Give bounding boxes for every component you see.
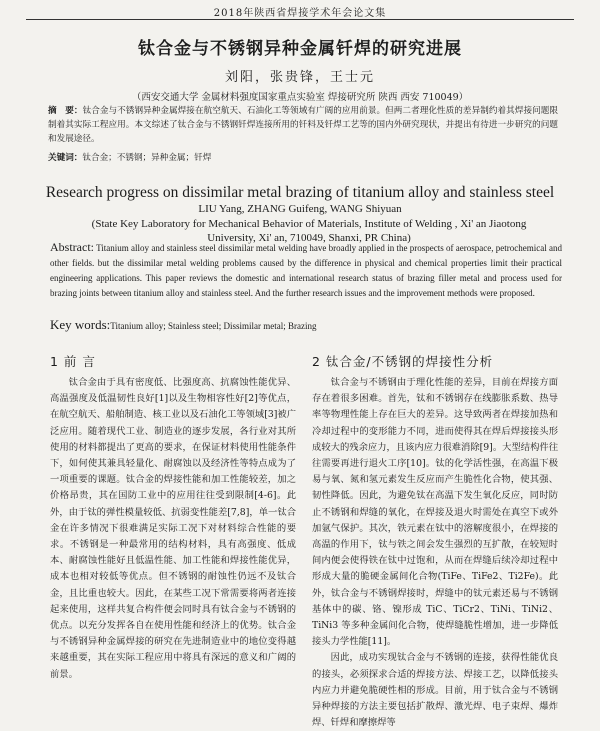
english-affiliation: (State Key Laboratory for Mechanical Behavior of Materials, Institute of Welding , Xi' an Jiaotong University, Xi' an, 710049, Shanxi, PR China) [91,218,527,244]
chinese-abstract-text: 钛合金与不锈钢异种金属焊接在航空航天、石油化工等领域有广阔的应用前景。但两二者理化性质的差异制约着其焊接问题限制着其实际工程应用。本文综述了钛合金与不锈钢钎焊连接所用的钎料及钎焊工艺等的国内外研究现状，并提出有待进一步研究的问题和发展途径。 [48,106,558,144]
body-paragraph: 钛合金由于具有密度低、比强度高、抗腐蚀性能优异、高温强度及低温韧性良好[1]以及生物相容性好[2]等优点，在航空航天、船舶制造、核工业以及石油化工等领域[3]被广泛应用。随着现代工业、制造业的逐步发展，各行业对其所使用的材料都提出了更高的要求，在保证材料使用性能条件下，如何使其兼具轻量化、耐腐蚀以及经济性等特点成为了一项重要的课题。钛合金的焊接性能和加工性能较差，加之价格昂贵，其在国防工业中的应用往往受到限制[4-6]。此外，由于钛的弹性模量较低、抗弱变性能差[7,8]，单一钛合金在许多情况下很难满足实际工况下对材料综合性能的要求。不锈钢是一种最常用的结构材料，具有高强度、低成本、耐腐蚀性能好且低温性能、加工性能和焊接性能优异，成本也相对较低等优点。但不锈钢的耐蚀性仍远不及钛合金，且比重也较大。因此，在某些工况下常需要将两者连接起来使用，这样共复合构件便会同时具有钛合金与不锈钢的优点。以充分发挥各自在使用性能和经济上的优势。钛合金与不锈钢异种金属焊接的研究在先进制造业中的地位变得越来越重要，其在实际工程应用中将具有深远的意义和广阔的前景。 [50,377,296,680]
english-abstract-text: Titanium alloy and stainless steel dissimilar metal welding have broadly applied in the prospects of aerospace, petrochemical and other fields. but the dissimilar metal welding problems caused by the difference in physical and chemical properties limit their practical engineering applications. This paper reviews the domestic and international research status of brazing filler metal and process used for brazing joints between titanium alloy and stainless steel. And the further research issues and the improvement methods were proposed. [50,243,562,298]
body-paragraph: 钛合金与不锈钢由于理化性能的差异，目前在焊接方面存在着很多困难。首先，钛和不锈钢存在线膨胀系数、热导率等物理性能上存在巨大的差异。这导致两者在焊接加热和冷却过程中的变形能力不同，进而使得其在焊后焊接接头形成较大的残余应力，且该内应力很难消除[9]。大型结构件往往需要再进行退火工序[10]。钛的化学活性强，在高温下极易与氧、氮和氢元素发生反应而产生脆性化合物，使其强、韧性降低。因此，为避免钛在高温下发生氧化反应，同时防止不锈钢和焊缝的氧化，在焊接及退火时需处在真空下或外加氩气保护。其次，铁元素在钛中的溶解度很小，在焊接的高温的作用下，钛与铁之间会发生强烈的互扩散，在较短时间内便会使得铁在钛中过饱和，从而在焊缝后续冷却过程中形成大量的脆硬金属间化合物(TiFe、TiFe2、Ti2Fe)。此外，钛合金与不锈钢焊接时，焊缝中的钛元素还易与不锈钢基体中的碳、铬、镍形成 TiC、TiCr2、TiNi、TiNi2、TiNi3 等多种金属间化合物，使焊缝脆性增加，进一步降低接头力学性能[11]。 [312,377,558,648]
header-rule [26,19,574,20]
english-keywords-label: Key words: [50,317,111,332]
left-column [50,375,296,683]
chinese-keywords-text: 钛合金；不锈钢；异种金属；钎焊 [82,153,212,163]
right-column [312,375,558,731]
chinese-keywords [48,151,558,163]
english-authors: LIU Yang, ZHANG Guifeng, WANG Shiyuan [198,203,402,215]
chinese-title: 钛合金与不锈钢异种金属钎焊的研究进展 [138,39,462,59]
english-title: Research progress on dissimilar metal brazing of titanium alloy and stainless steel [45,184,555,201]
english-abstract [50,240,562,301]
chinese-authors: 刘阳，张贵锋，王士元 [224,70,375,85]
section-heading-weldability: 2 钛合金/不锈钢的焊接性分析 [312,354,494,369]
english-keywords [50,317,562,333]
chinese-affiliation: （西安交通大学 金属材料强度国家重点实验室 焊接研究所 陕西 西安 710049） [131,92,469,103]
english-abstract-label: Abstract: [50,240,94,254]
chinese-keywords-label: 关键词： [48,153,83,163]
chinese-abstract [48,104,558,146]
running-head: 2018年陕西省焊接学术年会论文集 [213,8,387,19]
section-heading-introduction: 1 前 言 [50,354,96,369]
body-paragraph: 因此，成功实现钛合金与不锈钢的连接，获得性能优良的接头，必须探求合适的焊接方法、焊接工艺，以降低接头内应力并避免脆硬性相的形成。目前，用于钛合金与不锈钢异种焊接的方法主要包括扩散焊、激光焊、电子束焊、爆炸焊、钎焊和摩擦焊等 [312,652,558,729]
english-keywords-text: Titanium alloy; Stainless steel; Dissimilar metal; Brazing [110,321,317,331]
chinese-abstract-label: 摘 要： [48,106,83,116]
